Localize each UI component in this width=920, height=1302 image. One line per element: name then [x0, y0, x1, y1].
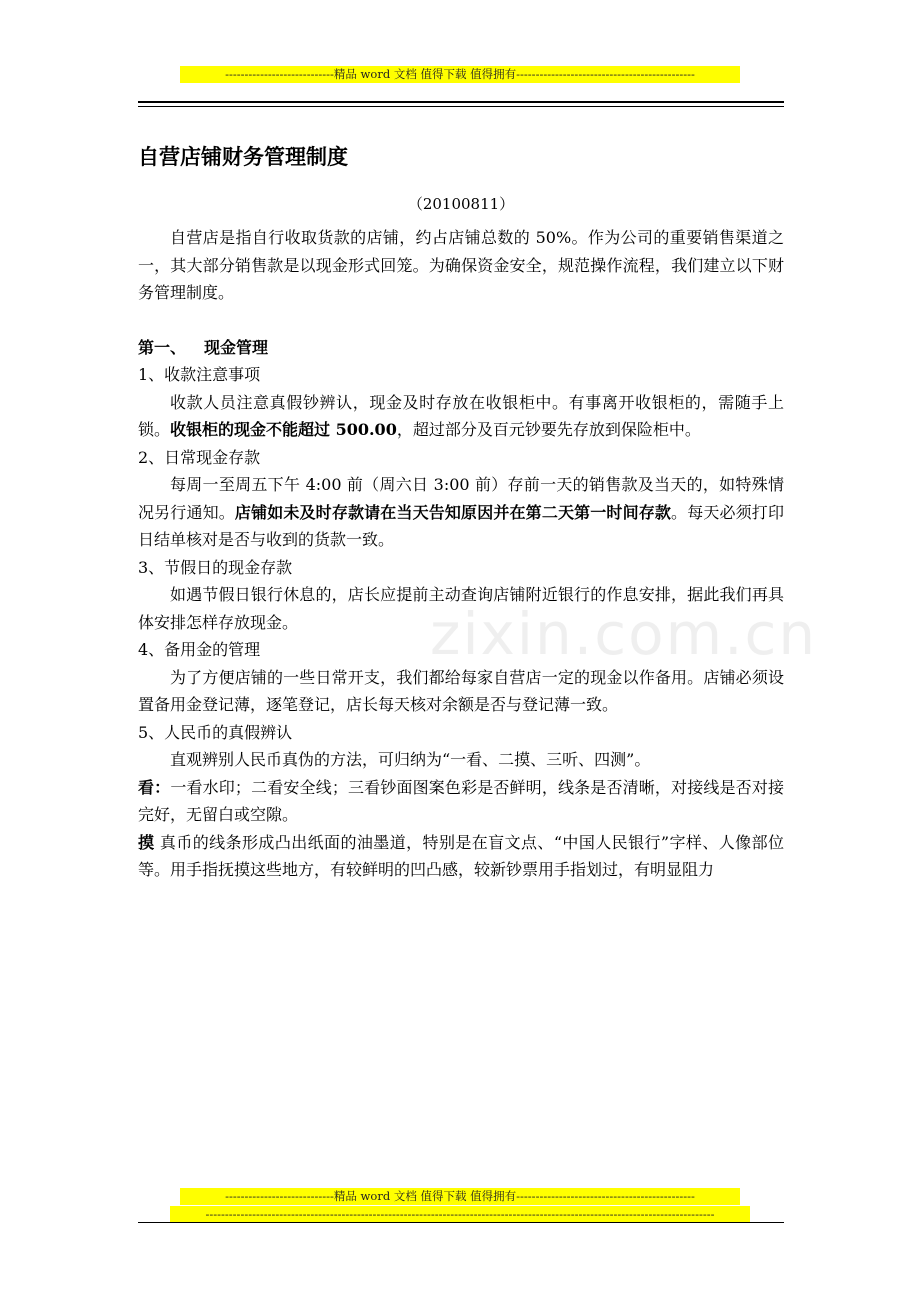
header-banner: ----------------------------精品 word 文档 值得下载 值得拥有----------------------------------------------	[180, 66, 740, 83]
document-date: （20100811）	[407, 195, 515, 213]
item-text: ，超过部分及百元钞要先存放到保险柜中。	[396, 420, 701, 439]
item-paragraph: 直观辨别人民币真伪的方法，可归纳为“一看、二摸、三听、四测”。	[170, 750, 651, 769]
document-body	[138, 224, 784, 884]
item-heading: 3、节假日的现金存款	[138, 557, 293, 577]
item-heading: 5、人民币的真假辨认	[138, 722, 293, 742]
item-paragraph: 如遇节假日银行休息的，店长应提前主动查询店铺附近银行的作息安排，据此我们再具体安排怎样存放现金。	[138, 585, 784, 632]
item-heading: 1、收款注意事项	[138, 365, 261, 384]
footer-banner: ----------------------------精品 word 文档 值得下载 值得拥有----------------------------------------------	[180, 1188, 740, 1205]
item-text: 。每天必须打印日结单核对是否与收到的货款一致。	[138, 502, 784, 549]
intro-paragraph: 自营店是指自行收取货款的店铺，约占店铺总数的 50%。作为公司的重要销售渠道之一，其大部分销售款是以现金形式回笼。为确保资金安全，规范操作流程，我们建立以下财务管理制度。	[138, 228, 784, 302]
section-number: 第一、	[138, 337, 187, 357]
look-label: 看：	[138, 777, 171, 797]
section-heading	[138, 334, 784, 362]
header-rule-top	[138, 101, 784, 103]
section-title: 现金管理	[204, 337, 269, 357]
footer-banner-dashes: -----------------------------------------------------------------------------------------------------------------------------------	[170, 1206, 750, 1223]
watermark: zixin.com.cn	[430, 600, 818, 668]
header-rule-bottom	[138, 106, 784, 107]
touch-paragraph	[138, 829, 784, 884]
touch-text: 真币的线条形成凸出纸面的油墨道，特别是在盲文点、“中国人民银行”字样、人像部位等。用手指抚摸这些地方，有较鲜明的凹凸感，较新钞票用手指划过，有明显阻力	[138, 832, 784, 879]
document-title: 自营店铺财务管理制度	[138, 145, 348, 169]
item-emphasis: 收银柜的现金不能超过 500.00	[170, 420, 397, 439]
footer-rule	[138, 1222, 784, 1223]
item-paragraph	[138, 471, 784, 554]
item-paragraph	[138, 389, 784, 444]
look-paragraph	[138, 774, 784, 829]
item-text: 收款人员注意真假钞辨认，现金及时存放在收银柜中。有事离开收银柜的，需随手上锁。	[138, 392, 784, 439]
item-heading: 2、日常现金存款	[138, 447, 261, 467]
item-text: 每周一至周五下午 4:00 前（周六日 3:00 前）存前一天的销售款及当天的，如特殊情况另行通知。	[138, 475, 784, 522]
item-paragraph: 为了方便店铺的一些日常开支，我们都给每家自营店一定的现金以作备用。店铺必须设置备用金登记薄，逐笔登记，店长每天核对余额是否与登记薄一致。	[138, 667, 784, 714]
item-heading: 4、备用金的管理	[138, 640, 261, 659]
touch-label: 摸	[138, 832, 155, 852]
item-emphasis: 店铺如未及时存款请在当天告知原因并在第二天第一时间存款	[234, 502, 672, 522]
look-text: 一看水印；二看安全线；三看钞面图案色彩是否鲜明，线条是否清晰，对接线是否对接完好，无留白或空隙。	[138, 777, 784, 824]
